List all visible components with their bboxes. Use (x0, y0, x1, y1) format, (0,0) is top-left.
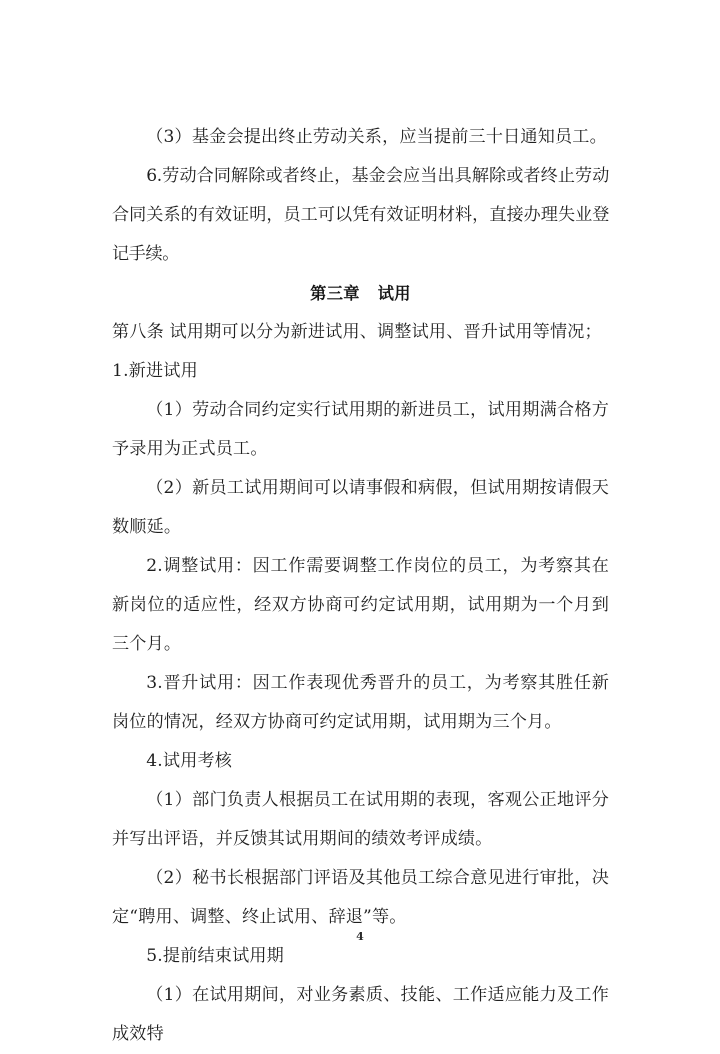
chapter-heading-number: 第三章 (310, 284, 360, 303)
paragraph-item-5-early-probation-end: 5.提前结束试用期 (146, 946, 284, 966)
paragraph-item-5-1-probation-criteria: （1）在试用期间，对业务素质、技能、工作适应能力及工作成效特 (112, 985, 609, 1044)
paragraph-item-2-transfer-probation: 2.调整试用：因工作需要调整工作岗位的员工，为考察其在新岗位的适应性，经双方协商可约定试用期，试用期为一个月到三个月。 (112, 556, 609, 654)
paragraph-item-6-contract-termination-certificate: 6.劳动合同解除或者终止，基金会应当出具解除或者终止劳动合同关系的有效证明，员工可以凭有效证明材料，直接办理失业登记手续。 (112, 166, 609, 264)
chapter-heading (112, 274, 609, 313)
page-number: 4 (356, 930, 364, 943)
paragraph-item-1-2-leave-extension: （2）新员工试用期间可以请事假和病假，但试用期按请假天数顺延。 (112, 478, 609, 537)
paragraph-item-4-1-department-head-evaluation: （1）部门负责人根据员工在试用期的表现，客观公正地评分并写出评语，并反馈其试用期间的绩效考评成绩。 (112, 790, 609, 849)
paragraph-item-1-1-formal-employment: （1）劳动合同约定实行试用期的新进员工，试用期满合格方予录用为正式员工。 (112, 400, 609, 459)
paragraph-item-4-probation-assessment: 4.试用考核 (146, 751, 233, 771)
paragraph-item-3-promotion-probation: 3.晋升试用：因工作表现优秀晋升的员工，为考察其胜任新岗位的情况，经双方协商可约定试用期，试用期为三个月。 (112, 673, 609, 732)
document-body (112, 118, 609, 1054)
paragraph-item-4-2-secretary-general-approval: （2）秘书长根据部门评语及其他员工综合意见进行审批，决定“聘用、调整、终止试用、辞退”等。 (112, 868, 609, 927)
paragraph-article-8-probation-types: 第八条 试用期可以分为新进试用、调整试用、晋升试用等情况； (112, 322, 602, 342)
paragraph-item-3-termination-notice: （3）基金会提出终止劳动关系，应当提前三十日通知员工。 (146, 127, 607, 147)
chapter-heading-title: 试用 (377, 284, 411, 303)
paragraph-item-1-new-hire-probation: 1.新进试用 (112, 361, 198, 381)
